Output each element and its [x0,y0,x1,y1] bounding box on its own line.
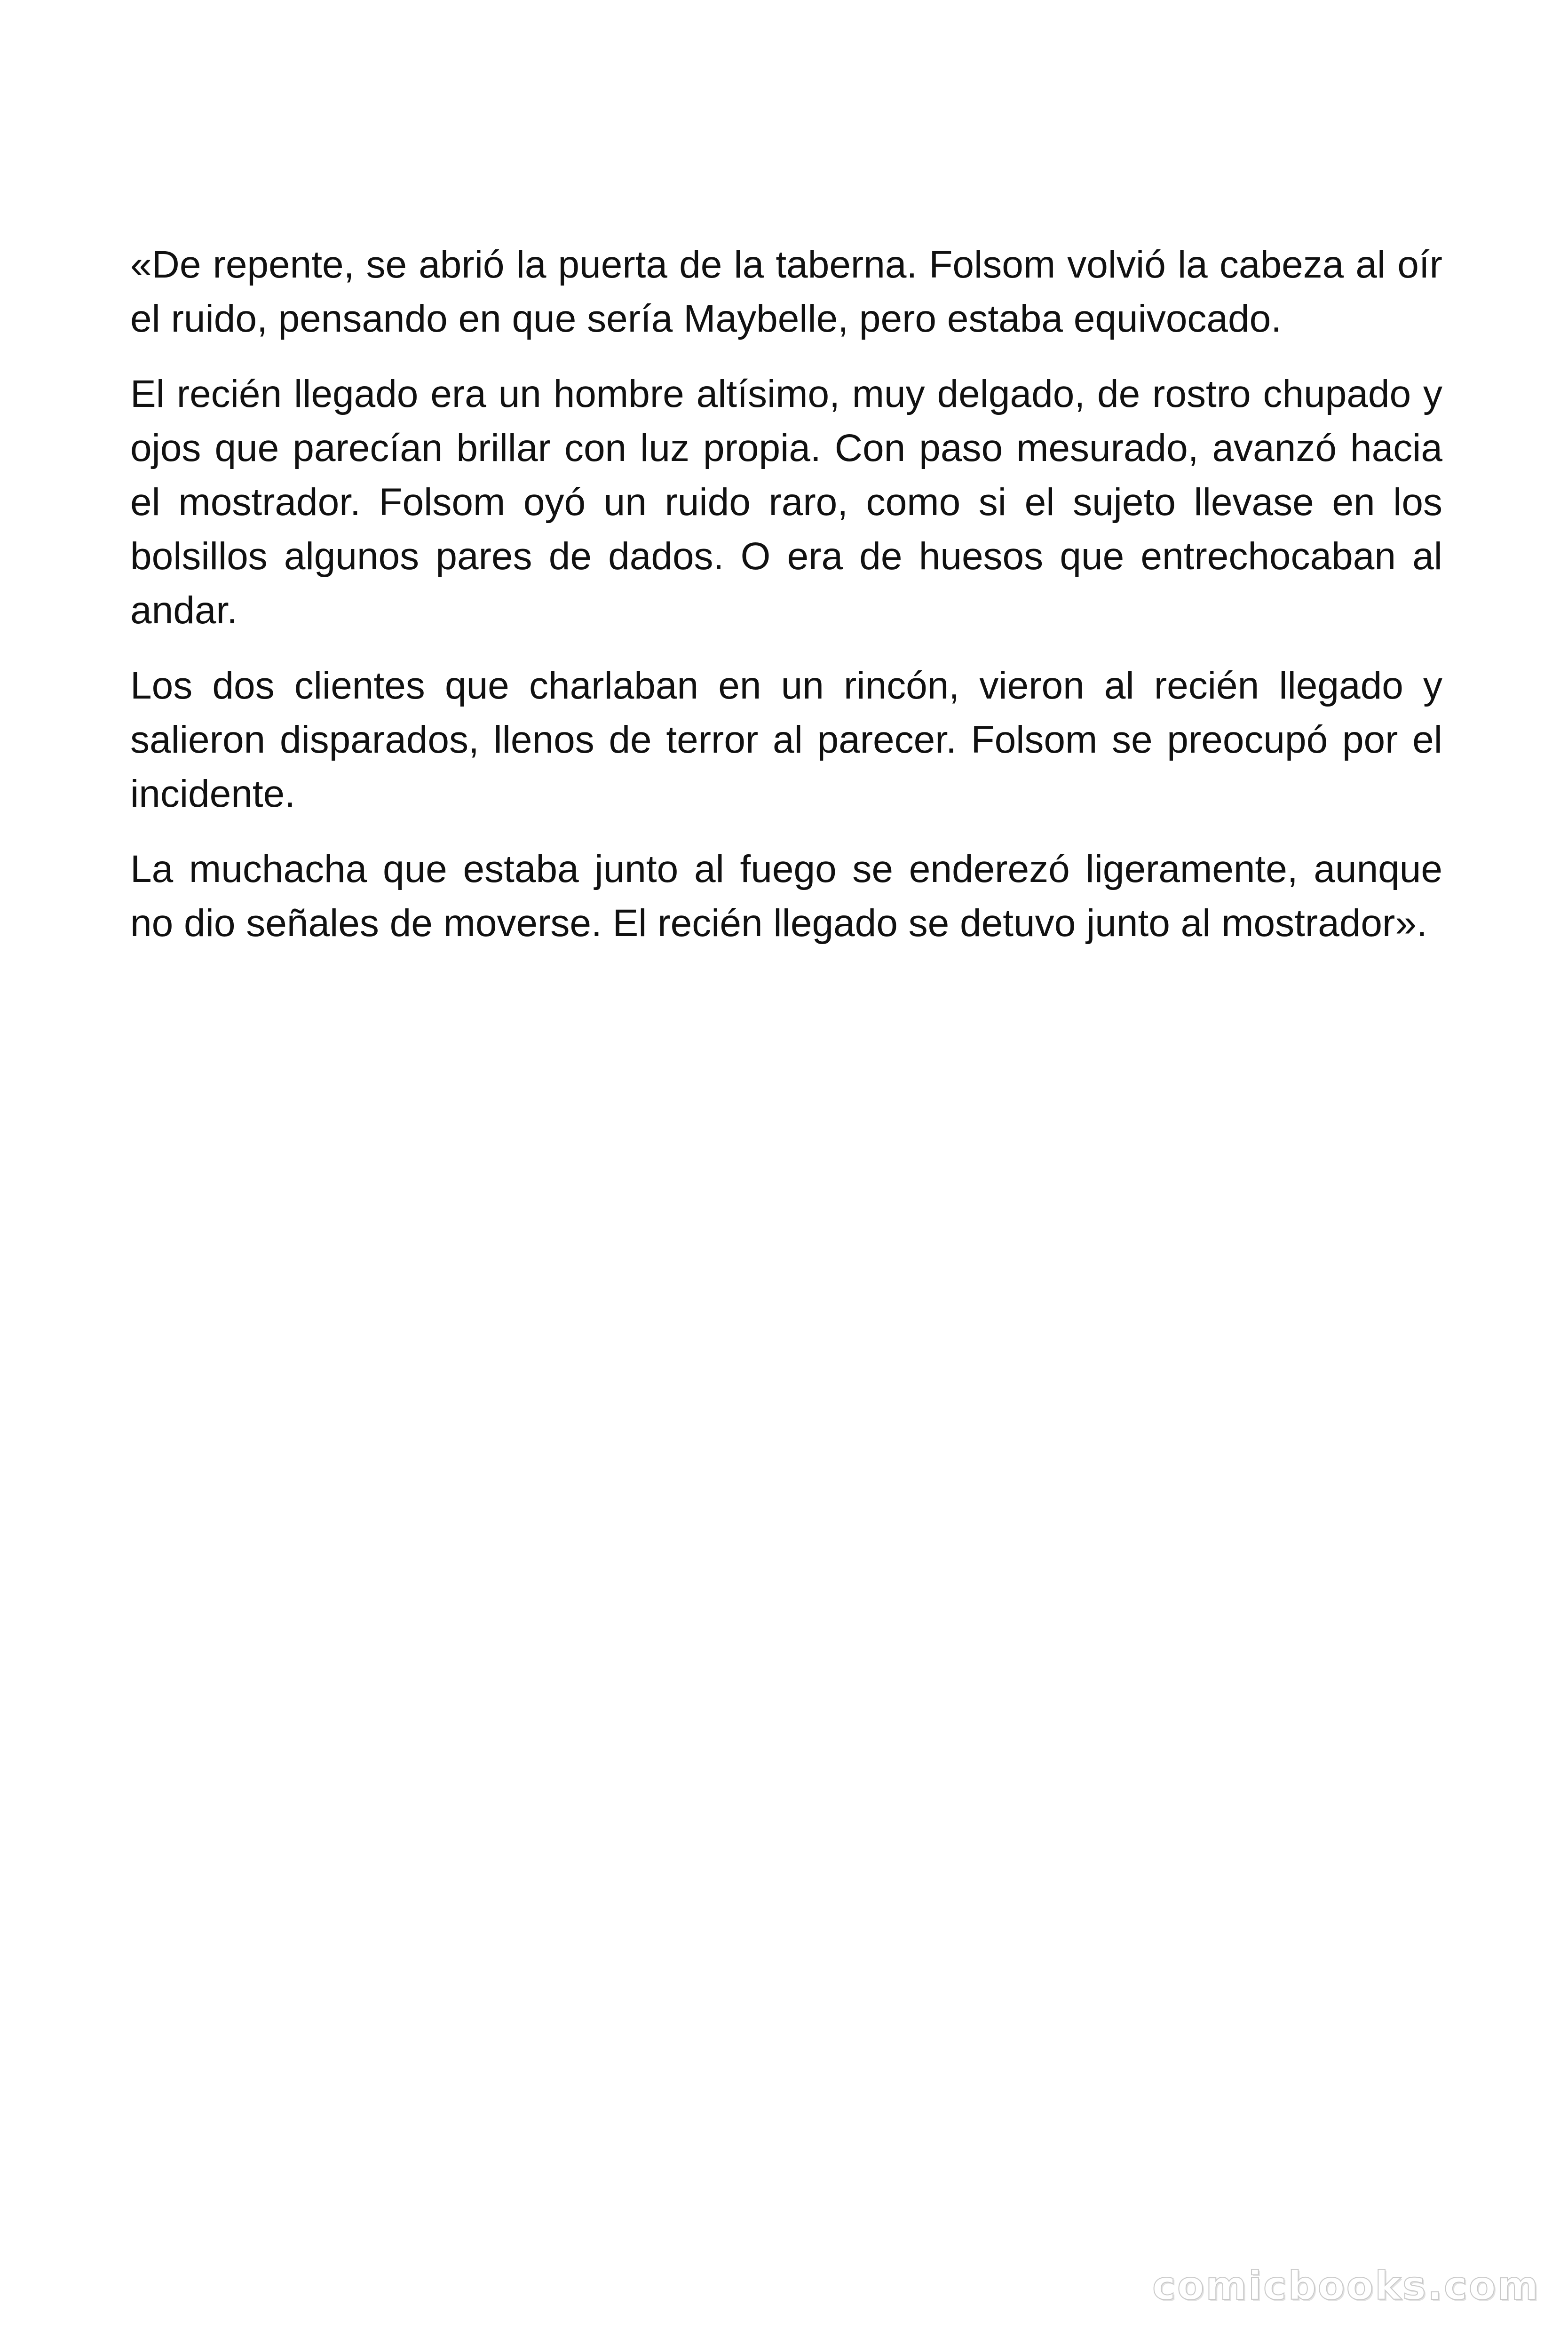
paragraph-1: «De repente, se abrió la puerta de la taberna. Folsom volvió la cabeza al oír el ruido, pensando en que sería Maybelle, pero estaba equivocado. [130,243,1442,340]
paragraph-2: El recién llegado era un hombre altísimo, muy delgado, de rostro chupado y ojos que parecían brillar con luz propia. Con paso mesurado, avanzó hacia el mostrador. Folsom oyó un ruido raro, como si el sujeto llevase en los bolsillos algunos pares de dados. O era de huesos que entrechocaban al andar. [130,373,1442,632]
watermark: comicbooks.com [1152,2263,1540,2309]
body-text [130,238,1442,971]
paragraph-4: La muchacha que estaba junto al fuego se enderezó ligeramente, aunque no dio señales de moverse. El recién llegado se detuvo junto al mostrador». [130,848,1442,945]
paragraph-3: Los dos clientes que charlaban en un rincón, vieron al recién llegado y salieron disparados, llenos de terror al parecer. Folsom se preocupó por el incidente. [130,664,1442,815]
